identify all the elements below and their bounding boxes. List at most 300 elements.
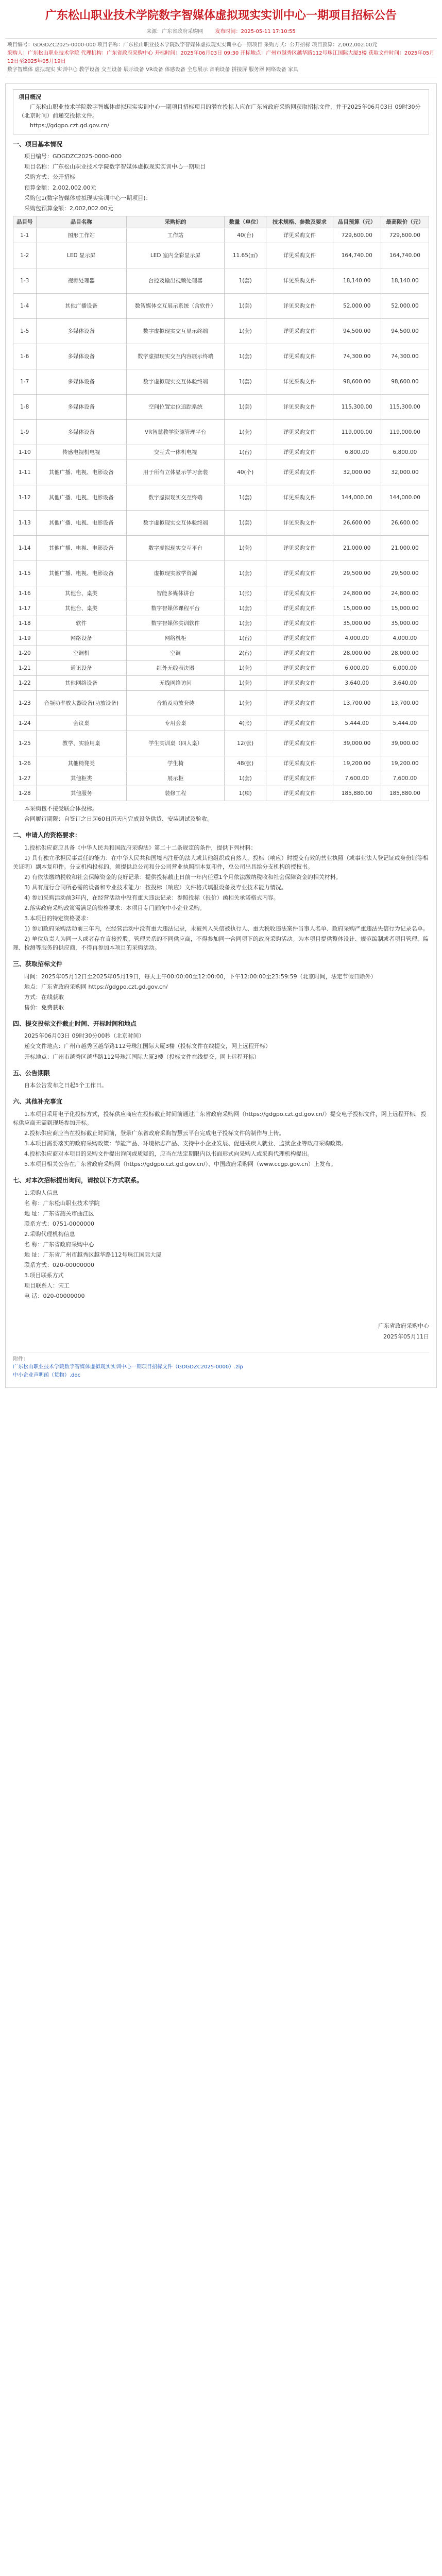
buyer-info-line: 地 址：广东省韶关市曲江区 — [24, 1210, 94, 1217]
contact-info — [24, 1281, 429, 1300]
header — [5, 0, 437, 77]
table-cell: 29,500.00 — [333, 561, 381, 586]
table-cell: 28,000.00 — [381, 646, 429, 660]
project-info-line: 采购方式：公开招标 — [24, 174, 75, 181]
package-title: 采购包1(数字智媒体虚拟现实实训中心一期项目)： — [24, 194, 151, 201]
table-cell: 1-12 — [13, 485, 37, 510]
table-cell: 详见采购文件 — [266, 228, 333, 243]
qualification-paragraph: 2.落实政府采购政策需满足的资格要求：本项目专门面向中小企业采购。 — [24, 904, 206, 911]
qualification-paragraph: 3) 具有履行合同所必需的设备和专业技术能力：按投标（响应）文件格式填报设备及专业技术能力情况。 — [24, 884, 287, 891]
table-row — [13, 716, 429, 731]
table-cell: 1(套) — [225, 394, 266, 419]
table-cell: 1-7 — [13, 369, 37, 394]
section-1-after — [13, 804, 429, 823]
table-cell: 详见采购文件 — [266, 631, 333, 646]
table-cell: 13,700.00 — [381, 690, 429, 716]
table-row — [13, 318, 429, 344]
tags-line-2: 采购人：广东松山职业技术学院 代理机构：广东省政府采购中心 开标时间：2025年06月03日 09:30 开标地点：广州市越秀区越华路112号珠江国际大厦3楼 获取文件时间：2025年05月12日至2025年05月19日 — [7, 50, 435, 64]
table-cell: 1-28 — [13, 786, 37, 801]
table-cell: 其他广播、电视、电影设备 — [36, 460, 126, 485]
table-cell: 5,444.00 — [381, 716, 429, 731]
contact-title: 3.项目联系方式 — [24, 1272, 64, 1279]
table-cell: 详见采购文件 — [266, 445, 333, 460]
items-table-column-header: 品目名称 — [36, 216, 126, 228]
overview-text: 广东松山职业技术学院数字智媒体虚拟现实实训中心一期项目招标项目的潜在投标人应在广东省政府采购网获取招标文件，并于2025年06月03日 09时30分（北京时间）前递交投标文件。 — [19, 103, 421, 119]
table-cell: 11.65(㎡) — [225, 243, 266, 268]
table-cell: 2(台) — [225, 646, 266, 660]
table-cell: 39,000.00 — [381, 731, 429, 756]
table-cell: 数字虚拟现实交互体验终端 — [126, 510, 224, 535]
table-cell: 4,000.00 — [333, 631, 381, 646]
qualification-paragraph: 2) 单位负责人为同一人或者存在直接控股、管理关系的不同供应商，不得参加同一合同项下的政府采购活动。为本项目提供整体设计、规范编制或者项目管理、监理、检测等服务的供应商，不得再参加本项目的采购活动。 — [13, 935, 429, 951]
table-cell: 1(套) — [225, 344, 266, 369]
items-table-column-header: 品目号 — [13, 216, 37, 228]
table-cell: 其他广播、电视、电影设备 — [36, 485, 126, 510]
table-row — [13, 485, 429, 510]
buyer-info — [24, 1199, 429, 1228]
table-cell: 32,000.00 — [333, 460, 381, 485]
table-cell: 3,640.00 — [333, 675, 381, 690]
table-cell: 空调机 — [36, 646, 126, 660]
table-cell: 多媒体设备 — [36, 369, 126, 394]
table-cell: 6,000.00 — [381, 660, 429, 675]
buyer-info-line: 名 称：广东松山职业技术学院 — [24, 1199, 100, 1207]
table-cell: 74,300.00 — [333, 344, 381, 369]
table-row — [13, 369, 429, 394]
table-cell: 数字虚拟现实交互平台 — [126, 535, 224, 561]
table-cell: 6,800.00 — [381, 445, 429, 460]
tags-line-1: 项目编号：GDGDZC2025-0000-000 项目名称：广东松山职业技术学院数字智媒体虚拟现实实训中心一期项目 采购方式：公开招标 项目预算：2,002,002.00元 — [7, 42, 378, 48]
table-cell: 52,000.00 — [333, 293, 381, 318]
package-note: 合同履行期限：自签订之日起60日历天内完成设备供货、安装调试及验收。 — [24, 815, 213, 822]
table-cell: 185,880.00 — [333, 786, 381, 801]
agent-title: 2.采购代理机构信息 — [24, 1230, 75, 1238]
notice-body — [5, 83, 437, 1388]
table-cell: 1(张) — [225, 586, 266, 601]
package-note: 本采购包不接受联合体投标。 — [24, 805, 98, 812]
table-cell: 98,600.00 — [381, 369, 429, 394]
table-cell: 21,000.00 — [333, 535, 381, 561]
table-cell: 智能多媒体讲台 — [126, 586, 224, 601]
table-cell: 详见采购文件 — [266, 535, 333, 561]
qualification-paragraph: 3.本项目的特定资格要求： — [24, 914, 92, 922]
table-row — [13, 510, 429, 535]
table-cell: 详见采购文件 — [266, 690, 333, 716]
table-cell: 红外无线表决器 — [126, 660, 224, 675]
table-cell: 40(台) — [225, 228, 266, 243]
table-row — [13, 601, 429, 616]
section-1-lines — [13, 152, 429, 192]
table-cell: 其他台、桌类 — [36, 586, 126, 601]
tags-line-3: 数字智媒体 虚拟现实 实训中心 教学设备 交互设备 展示设备 VR设备 体感设备 全息展示 音响设备 拼接屏 服务器 网络设备 家具 — [7, 66, 299, 73]
table-cell: 1(台) — [225, 445, 266, 460]
table-cell: 18,140.00 — [381, 268, 429, 293]
table-cell: 1-9 — [13, 419, 37, 445]
attachment-link-2[interactable]: 中小企业声明函（货物）.doc — [13, 1372, 81, 1378]
table-cell: 用于所有立体显示学习套装 — [126, 460, 224, 485]
table-cell: 1-17 — [13, 601, 37, 616]
table-cell: 其他广播、电视、电影设备 — [36, 510, 126, 535]
table-cell: 1-18 — [13, 616, 37, 631]
table-cell: 网络机柜 — [126, 631, 224, 646]
project-info-line: 项目编号：GDGDZC2025-0000-000 — [24, 153, 122, 160]
table-cell: 1-15 — [13, 561, 37, 586]
table-cell: 详见采购文件 — [266, 510, 333, 535]
source-label: 来源：广东省政府采购网 — [146, 29, 203, 35]
table-cell: 4(张) — [225, 716, 266, 731]
table-cell: 详见采购文件 — [266, 771, 333, 786]
table-cell: 1-21 — [13, 660, 37, 675]
table-cell: 1(套) — [225, 616, 266, 631]
table-cell: 144,000.00 — [381, 485, 429, 510]
table-cell: 视频处理器 — [36, 268, 126, 293]
table-row — [13, 690, 429, 716]
table-cell: 1(套) — [225, 419, 266, 445]
table-cell: 详见采购文件 — [266, 660, 333, 675]
table-row — [13, 228, 429, 243]
document-acquisition-line: 时间：2025年05月12日至2025年05月19日，每天上午00:00:00至12:00:00，下午12:00:00至23:59:59（北京时间，法定节假日除外） — [24, 973, 377, 980]
table-cell: 软件 — [36, 616, 126, 631]
table-cell: 40(个) — [225, 460, 266, 485]
section-1-title: 一、项目基本情况 — [13, 140, 63, 148]
table-cell: 1-24 — [13, 716, 37, 731]
table-cell: 数字智媒体课程平台 — [126, 601, 224, 616]
table-cell: 详见采购文件 — [266, 243, 333, 268]
table-cell: 1-8 — [13, 394, 37, 419]
items-table-column-header: 数量（单位） — [225, 216, 266, 228]
section-2-body — [13, 843, 429, 953]
table-cell: 1(项) — [225, 786, 266, 801]
table-cell: 其他广播、电视、电影设备 — [36, 561, 126, 586]
table-cell: 3,640.00 — [381, 675, 429, 690]
table-row — [13, 394, 429, 419]
table-cell: 1-27 — [13, 771, 37, 786]
project-info-line: 预算金额：2,002,002.00元 — [24, 184, 96, 191]
table-row — [13, 675, 429, 690]
table-cell: 数智媒体交互展示系统（含软件） — [126, 293, 224, 318]
table-cell: 其他网络设备 — [36, 675, 126, 690]
table-cell: 数字虚拟现实交互显示终端 — [126, 318, 224, 344]
table-cell: 94,500.00 — [333, 318, 381, 344]
agent-info-line: 地 址：广东省广州市越秀区越华路112号珠江国际大厦 — [24, 1251, 162, 1258]
table-cell: 会议桌 — [36, 716, 126, 731]
table-cell: 1(套) — [225, 268, 266, 293]
table-cell: 详见采购文件 — [266, 394, 333, 419]
table-cell: 1-13 — [13, 510, 37, 535]
table-cell: 1-11 — [13, 460, 37, 485]
table-cell: 无线网络访问 — [126, 675, 224, 690]
table-cell: 数字虚拟现实交互体验终端 — [126, 369, 224, 394]
contact-info-line: 电 话：020-00000000 — [24, 1293, 85, 1300]
signature-block — [13, 1321, 429, 1343]
items-table-column-header: 技术规格、参数及要求 — [266, 216, 333, 228]
table-cell: 729,600.00 — [333, 228, 381, 243]
table-cell: 1-5 — [13, 318, 37, 344]
table-cell: 数字虚拟现实交互终端 — [126, 485, 224, 510]
table-cell: 详见采购文件 — [266, 646, 333, 660]
table-cell: 19,200.00 — [333, 756, 381, 771]
overview-box — [13, 89, 429, 134]
table-cell: 24,800.00 — [333, 586, 381, 601]
table-cell: 教学、实验用桌 — [36, 731, 126, 756]
table-cell: 1(套) — [225, 510, 266, 535]
qualification-paragraph: 2) 有依法缴纳税收和社会保障资金的良好记录：提供投标截止日前一年内任意1个月依法缴纳税收和社会保障资金的相关材料。 — [24, 873, 342, 880]
table-row — [13, 293, 429, 318]
agent-info — [24, 1240, 429, 1269]
table-cell: 数字虚拟现实交互内容展示终端 — [126, 344, 224, 369]
table-cell: 1-4 — [13, 293, 37, 318]
table-cell: 26,600.00 — [333, 510, 381, 535]
table-row — [13, 616, 429, 631]
items-table-column-header: 最高限价（元） — [381, 216, 429, 228]
table-cell: 1(套) — [225, 601, 266, 616]
section-6-title: 六、其他补充事宜 — [13, 1098, 63, 1106]
table-cell: 其他椅凳类 — [36, 756, 126, 771]
table-cell: 164,740.00 — [333, 243, 381, 268]
table-cell: 6,800.00 — [333, 445, 381, 460]
table-cell: 详见采购文件 — [266, 616, 333, 631]
table-cell: 115,300.00 — [333, 394, 381, 419]
table-cell: 1-2 — [13, 243, 37, 268]
table-cell: 装修工程 — [126, 786, 224, 801]
table-cell: 详见采购文件 — [266, 716, 333, 731]
table-cell: 1(套) — [225, 675, 266, 690]
table-cell: 1(套) — [225, 535, 266, 561]
table-cell: 18,140.00 — [333, 268, 381, 293]
table-cell: 详见采购文件 — [266, 293, 333, 318]
section-6-body — [13, 1110, 429, 1168]
table-cell: 音箱及功放套装 — [126, 690, 224, 716]
signature-date: 2025年05月11日 — [383, 1333, 429, 1341]
table-row — [13, 586, 429, 601]
section-3-title: 三、获取招标文件 — [13, 960, 63, 968]
table-cell: 空间位置定位追踪系统 — [126, 394, 224, 419]
table-row — [13, 419, 429, 445]
table-cell: 详见采购文件 — [266, 756, 333, 771]
table-cell: 交互式一体机电视 — [126, 445, 224, 460]
publish-time: 发布时间：2025-05-11 17:10:55 — [215, 29, 296, 35]
attachments — [13, 1352, 429, 1380]
table-cell: 工作站 — [126, 228, 224, 243]
section-7-title: 七、对本次招标提出询问，请按以下方式联系。 — [13, 1177, 143, 1184]
table-cell: 详见采购文件 — [266, 561, 333, 586]
table-cell: 展示柜 — [126, 771, 224, 786]
table-cell: 15,000.00 — [381, 601, 429, 616]
qualification-paragraph: 1) 参加政府采购活动前三年内，在经营活动中没有重大违法记录，未被列入失信被执行人、重大税收违法案件当事人名单、政府采购严重违法失信行为记录名单。 — [24, 925, 429, 932]
document-acquisition-line: 地点：广东省政府采购网 https://gdgpo.czt.gd.gov.cn/ — [24, 983, 168, 990]
table-cell: 详见采购文件 — [266, 786, 333, 801]
bid-deadline-line: 2025年06月03日 09时30分00秒（北京时间） — [24, 1032, 145, 1040]
buyer-info-line: 联系方式：0751-0000000 — [24, 1220, 94, 1227]
project-info-line: 项目名称：广东松山职业技术学院数字智媒体虚拟现实实训中心一期项目 — [24, 163, 206, 171]
table-row — [13, 756, 429, 771]
table-cell: 115,300.00 — [381, 394, 429, 419]
table-cell: 1(套) — [225, 318, 266, 344]
table-row — [13, 771, 429, 786]
table-cell: 其他广播、电视、电影设备 — [36, 535, 126, 561]
table-cell: 详见采购文件 — [266, 419, 333, 445]
table-cell: 学生椅 — [126, 756, 224, 771]
overview-title: 项目概况 — [19, 93, 41, 100]
section-4-title: 四、提交投标文件截止时间、开标时间和地点 — [13, 1020, 137, 1027]
table-cell: 1-16 — [13, 586, 37, 601]
table-cell: 台控及输出视频处理器 — [126, 268, 224, 293]
table-cell: 1(套) — [225, 369, 266, 394]
section-5-body — [13, 1081, 429, 1090]
page-title: 广东松山职业技术学院数字智媒体虚拟现实实训中心一期项目招标公告 — [45, 9, 397, 22]
table-row — [13, 646, 429, 660]
table-cell: 729,600.00 — [381, 228, 429, 243]
table-cell: 185,880.00 — [381, 786, 429, 801]
document-acquisition-line: 售价：免费获取 — [24, 1004, 64, 1011]
table-cell: 1-14 — [13, 535, 37, 561]
table-cell: 1-25 — [13, 731, 37, 756]
section-3-body — [13, 972, 429, 1012]
table-cell: 144,000.00 — [333, 485, 381, 510]
table-cell: 虚拟现实教学资源 — [126, 561, 224, 586]
table-cell: 94,500.00 — [381, 318, 429, 344]
table-cell: 详见采购文件 — [266, 586, 333, 601]
package-budget: 采购包预算金额：2,002,002.00元 — [24, 205, 113, 212]
table-cell: 29,500.00 — [381, 561, 429, 586]
table-cell: 多媒体设备 — [36, 344, 126, 369]
agent-info-line: 名 称：广东省政府采购中心 — [24, 1241, 94, 1248]
table-cell: 4,000.00 — [381, 631, 429, 646]
items-table-column-header: 采购标的 — [126, 216, 224, 228]
agent-info-line: 联系方式：020-00000000 — [24, 1261, 94, 1268]
table-cell: 通讯设备 — [36, 660, 126, 675]
items-table — [13, 216, 429, 801]
items-table-header — [13, 216, 429, 228]
table-cell: 24,800.00 — [381, 586, 429, 601]
supplementary-paragraph: 2.投标供应商应当在投标截止时间前，登录广东省政府采购智慧云平台完成电子投标文件的制作与上传。 — [24, 1129, 285, 1137]
table-row — [13, 243, 429, 268]
table-cell: 专用会桌 — [126, 716, 224, 731]
table-cell: 传感电视机电视 — [36, 445, 126, 460]
table-cell: 其他柜类 — [36, 771, 126, 786]
overview-url[interactable]: https://gdgpo.czt.gd.gov.cn/ — [30, 122, 110, 129]
table-cell: 28,000.00 — [333, 646, 381, 660]
table-row — [13, 460, 429, 485]
table-cell: 15,000.00 — [333, 601, 381, 616]
table-cell: 1-20 — [13, 646, 37, 660]
table-cell: 空调 — [126, 646, 224, 660]
document-acquisition-line: 方式：在线获取 — [24, 993, 64, 1001]
table-row — [13, 660, 429, 675]
table-cell: 其他广播设备 — [36, 293, 126, 318]
table-cell: 数字智媒体实训软件 — [126, 616, 224, 631]
table-cell: 其他台、桌类 — [36, 601, 126, 616]
table-cell: 12(张) — [225, 731, 266, 756]
table-cell: 164,740.00 — [381, 243, 429, 268]
table-cell: 学生实训桌（四人桌） — [126, 731, 224, 756]
table-cell: 21,000.00 — [381, 535, 429, 561]
table-cell: 详见采购文件 — [266, 485, 333, 510]
bid-deadline-line: 递交文件地点：广州市越秀区越华路112号珠江国际大厦3楼（投标文件在线提交，网上远程开标） — [24, 1043, 271, 1050]
attachment-link-1[interactable]: 广东松山职业技术学院数字智媒体虚拟现实实训中心一期项目招标文件（GDGDZC2025-0000）.zip — [13, 1364, 243, 1370]
section-5-title: 五、公告期限 — [13, 1069, 50, 1077]
table-cell: 6,000.00 — [333, 660, 381, 675]
table-cell: 1(套) — [225, 293, 266, 318]
table-cell: 详见采购文件 — [266, 318, 333, 344]
table-cell: LED 室内全彩显示屏 — [126, 243, 224, 268]
table-cell: 其他服务 — [36, 786, 126, 801]
qualification-paragraph: 1.投标供应商应具备《中华人民共和国政府采购法》第二十二条规定的条件，提供下列材料： — [24, 844, 257, 851]
table-row — [13, 731, 429, 756]
signature-org: 广东省政府采购中心 — [378, 1323, 429, 1330]
table-row — [13, 631, 429, 646]
qualification-paragraph: 1) 具有独立承担民事责任的能力：在中华人民共和国境内注册的法人或其他组织或自然人，投标（响应）时提交有效的营业执照（或事业法人登记证或身份证等相关证明）副本复印件。分支机构投标的，须提供总公司和分公司营业执照副本复印件，总公司出具给分支机构的授权书。 — [13, 854, 429, 870]
table-cell: VR智慧教学资源管理平台 — [126, 419, 224, 445]
table-row — [13, 445, 429, 460]
table-row — [13, 268, 429, 293]
table-cell: 13,700.00 — [333, 690, 381, 716]
table-cell: 1(套) — [225, 561, 266, 586]
table-row — [13, 786, 429, 801]
qualification-paragraph: 4) 参加采购活动前3年内，在经营活动中没有重大违法记录：参照投标（报价）函相关承诺格式内容。 — [24, 894, 279, 901]
table-row — [13, 535, 429, 561]
table-cell: 详见采购文件 — [266, 268, 333, 293]
table-cell: 35,000.00 — [333, 616, 381, 631]
table-cell: 1(套) — [225, 771, 266, 786]
table-cell: 1-3 — [13, 268, 37, 293]
section-2-title: 二、申请人的资格要求： — [13, 831, 81, 839]
attachment-label: 附件： — [13, 1356, 28, 1362]
table-cell: 35,000.00 — [381, 616, 429, 631]
table-cell: LED 显示屏 — [36, 243, 126, 268]
table-cell: 26,600.00 — [381, 510, 429, 535]
table-cell: 详见采购文件 — [266, 731, 333, 756]
table-cell: 119,000.00 — [333, 419, 381, 445]
table-cell: 1-26 — [13, 756, 37, 771]
supplementary-paragraph: 3.本项目需要落实的政府采购政策：节能产品、环境标志产品、支持中小企业发展、促进残疾人就业、监狱企业等政府采购政策。 — [24, 1140, 347, 1147]
items-table-column-header: 品目预算（元） — [333, 216, 381, 228]
table-cell: 详见采购文件 — [266, 460, 333, 485]
bid-deadline-line: 开标地点：广州市越秀区越华路112号珠江国际大厦3楼（投标文件在线提交，网上远程开标） — [24, 1053, 260, 1060]
table-cell: 多媒体设备 — [36, 394, 126, 419]
summary-tags — [5, 38, 437, 77]
buyer-title: 1.采购人信息 — [24, 1189, 58, 1196]
table-cell: 5,444.00 — [333, 716, 381, 731]
table-cell: 7,600.00 — [381, 771, 429, 786]
table-cell: 网络设备 — [36, 631, 126, 646]
table-cell: 详见采购文件 — [266, 369, 333, 394]
supplementary-paragraph: 5.本项目相关公告在广东省政府采购网（https://gdgpo.czt.gd.gov.cn/）、中国政府采购网（www.ccgp.gov.cn）上发布。 — [24, 1161, 336, 1168]
meta-line — [5, 28, 437, 36]
table-cell: 98,600.00 — [333, 369, 381, 394]
items-table-body — [13, 228, 429, 801]
table-cell: 1(套) — [225, 485, 266, 510]
table-cell: 48(张) — [225, 756, 266, 771]
table-cell: 1-1 — [13, 228, 37, 243]
supplementary-paragraph: 1.本项目采用电子化投标方式，投标供应商应在投标截止时间前通过广东省政府采购网（https://gdgpo.czt.gd.gov.cn/）提交电子投标文件，网上远程开标，投标供应商无需到现场参加开标。 — [13, 1110, 427, 1126]
table-cell: 1-23 — [13, 690, 37, 716]
table-cell: 音频功率放大器设备(功放设备) — [36, 690, 126, 716]
table-cell: 119,000.00 — [381, 419, 429, 445]
table-cell: 1(套) — [225, 690, 266, 716]
table-cell: 1-10 — [13, 445, 37, 460]
table-cell: 32,000.00 — [381, 460, 429, 485]
table-cell: 图形工作站 — [36, 228, 126, 243]
table-cell: 多媒体设备 — [36, 318, 126, 344]
table-cell: 74,300.00 — [381, 344, 429, 369]
table-cell: 1-6 — [13, 344, 37, 369]
table-cell: 1-22 — [13, 675, 37, 690]
announcement-period-line: 自本公告发布之日起5个工作日。 — [24, 1082, 107, 1089]
table-cell: 1(台) — [225, 631, 266, 646]
table-cell: 7,600.00 — [333, 771, 381, 786]
table-row — [13, 344, 429, 369]
